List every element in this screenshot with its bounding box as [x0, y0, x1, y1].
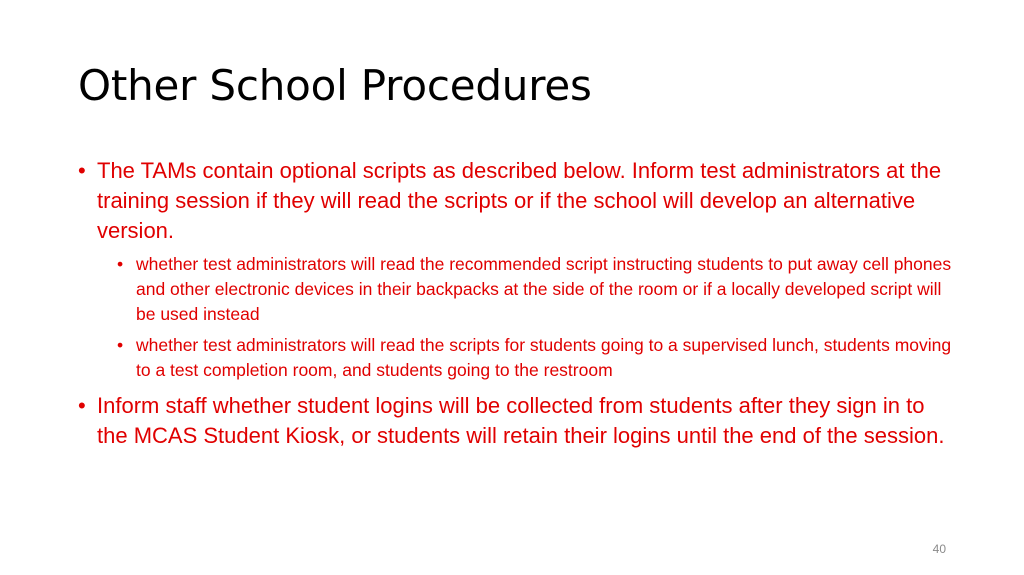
- bullet-item-2: [78, 391, 958, 451]
- bullet-text: • The TAMs contain optional scripts as described below. Inform test administrators at the training session if they will read the scripts or if the school will develop an alternative version.: [97, 158, 942, 243]
- page-number: 40: [932, 542, 946, 556]
- sub-bullet-item-1: • whether test administrators will read the recommended script instructing students to put away cell phones and other electronic devices in their backpacks at the side of the room or if a locally developed script will be used instead: [117, 252, 958, 327]
- bullet-list: [78, 156, 958, 451]
- bullet-item-1: [78, 156, 958, 383]
- sub-bullet-list: [117, 252, 958, 383]
- slide-title: Other School Procedures: [78, 61, 592, 110]
- sub-bullet-item-2: • whether test administrators will read the scripts for students going to a supervised lunch, students moving to a test completion room, and students going to the restroom: [117, 333, 958, 383]
- slide-content: [78, 156, 958, 457]
- bullet-text: • Inform staff whether student logins will be collected from students after they sign in to the MCAS Student Kiosk, or students will retain their logins until the end of the session.: [97, 393, 945, 448]
